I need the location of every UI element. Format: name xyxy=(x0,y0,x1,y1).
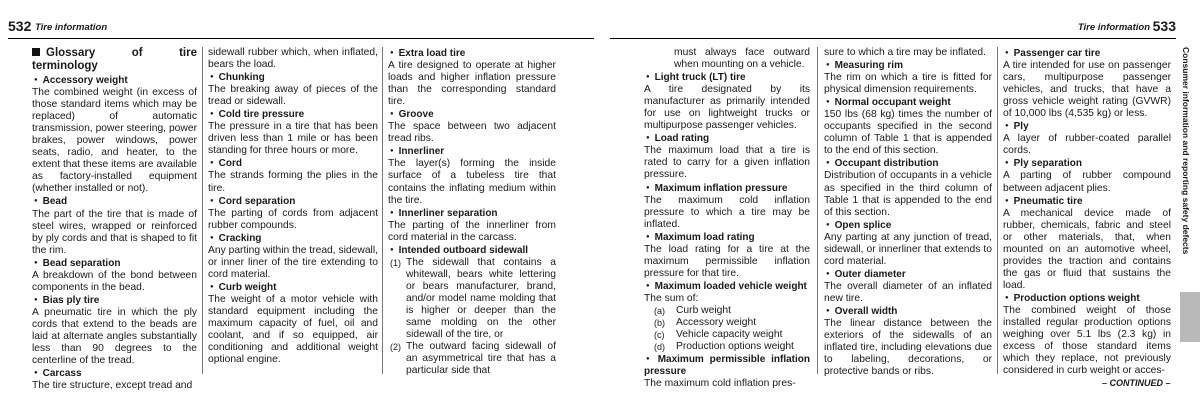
glossary-term: ● Maximum loaded vehicle weight xyxy=(644,280,810,293)
glossary-column-3 xyxy=(388,47,556,377)
glossary-definition: Any parting within the tread, sidewall, or inner liner of the tire extending to cord material. xyxy=(208,244,378,280)
continued-label: – CONTINUED – xyxy=(1102,378,1171,388)
glossary-term: ● Maximum inflation pressure xyxy=(644,182,810,195)
page-header-title: Tire information xyxy=(1077,22,1150,33)
glossary-definition: 150 lbs (68 kg) times the number of occupants specified in the second column of Table 1 that is appended to the end of this section. xyxy=(824,109,992,157)
glossary-definition: The weight of a motor vehicle with standard equipment including the maximum capacity of fuel, oil and coolant, and if so equipped, air conditioning and additional weight optional engine. xyxy=(208,293,378,366)
glossary-term: ● Innerliner separation xyxy=(388,207,556,220)
glossary-term: ● Intended outboard sidewall xyxy=(388,244,556,257)
column-divider xyxy=(202,47,203,374)
list-item xyxy=(388,257,556,341)
glossary-definition: sidewall rubber which, when inflated, bears the load. xyxy=(208,47,378,71)
glossary-definition: A tire designed to operate at higher loads and higher inflation pressure than the corresponding standard tire. xyxy=(388,60,556,108)
glossary-term: ● Maximum permissible inflation pressure xyxy=(644,353,810,378)
list-item-text: Production options weight xyxy=(676,341,794,353)
glossary-term: ● Accessory weight xyxy=(32,74,197,87)
list-item xyxy=(388,341,556,377)
glossary-definition: The parting of the innerliner from cord material in the carcass. xyxy=(388,219,556,243)
page-header-title: Tire information xyxy=(35,22,108,33)
right-page-header xyxy=(610,16,1176,39)
list-item-text: Curb weight xyxy=(676,304,731,316)
glossary-term: ● Measuring rim xyxy=(824,59,992,72)
glossary-definition: The linear distance between the exteriors of the sidewalls of an inflated tire, including elevations due to labeling, decorations, or protective bands or ribs. xyxy=(824,318,992,378)
glossary-term: ● Chunking xyxy=(208,71,378,84)
glossary-definition: The combined weight (in excess of those standard items which may be replaced) of automatic transmission, power steering, power brakes, power windows, power seats, radio, and heater, to the extent that these items are available as factory-installed equipment (whether installed or not). xyxy=(32,87,197,195)
list-item-text: The outward facing sidewall of an asymmetrical tire that has a particular side that xyxy=(406,341,556,377)
glossary-column-2 xyxy=(208,47,378,366)
glossary-term: ● Normal occupant weight xyxy=(824,96,992,109)
glossary-definition: The breaking away of pieces of the tread or sidewall. xyxy=(208,84,378,108)
glossary-column-4 xyxy=(644,47,810,390)
page-number: 533 xyxy=(1152,18,1176,34)
column-divider xyxy=(997,47,998,374)
glossary-column-5 xyxy=(824,47,992,378)
glossary-definition: A tire designated by its manufacturer as primarily intended for use on lightweight trucks or multipurpose passenger vehicles. xyxy=(644,84,810,132)
glossary-definition: A mechanical device made of rubber, chemicals, fabric and steel or other materials, that, when mounted on an automotive wheel, provides the traction and contains the gas or fluid that sustains the load. xyxy=(1003,207,1171,291)
glossary-term: ● Cracking xyxy=(208,232,378,245)
column-divider xyxy=(817,47,818,374)
glossary-definition: A tire intended for use on passenger cars, multipurpose passenger vehicles, and trucks, that have a gross vehicle weight rating (GVWR) of 10,000 lbs (4,535 kg) or less. xyxy=(1003,60,1171,120)
glossary-term: ● Bead separation xyxy=(32,257,197,270)
glossary-definition: The combined weight of those installed regular production options weighing over 5.1 lbs (2.3 kg) in excess of those standard items which they replace, not previously considered in curb weight or acces- xyxy=(1003,304,1171,377)
page-number: 532 xyxy=(8,18,32,34)
glossary-definition: The layer(s) forming the inside surface of a tubeless tire that contains the inflating medium within the tire. xyxy=(388,158,556,206)
glossary-term: ● Carcass xyxy=(32,367,197,380)
left-page-header xyxy=(8,16,594,39)
glossary-term: ● Cord separation xyxy=(208,195,378,208)
glossary-term: ● Occupant distribution xyxy=(824,157,992,170)
glossary-term: ● Curb weight xyxy=(208,281,378,294)
glossary-term: ● Load rating xyxy=(644,132,810,145)
glossary-term: ● Bead xyxy=(32,195,197,208)
list-item-number: (a) xyxy=(654,305,665,316)
glossary-term: ● Ply separation xyxy=(1003,157,1171,170)
glossary-term: ● Ply xyxy=(1003,120,1171,133)
glossary-term: ● Passenger car tire xyxy=(1003,47,1171,60)
glossary-definition: The space between two adjacent tread ribs. xyxy=(388,121,556,145)
section-tab xyxy=(1180,292,1200,342)
glossary-term: ● Pneumatic tire xyxy=(1003,195,1171,208)
list-item-text: Vehicle capacity weight xyxy=(676,329,783,341)
column-divider xyxy=(382,47,383,374)
list-item-number: (c) xyxy=(654,330,665,341)
glossary-term: ● Light truck (LT) tire xyxy=(644,71,810,84)
list-item-number: (b) xyxy=(654,318,665,329)
glossary-term: ● Production options weight xyxy=(1003,292,1171,305)
list-item-text: The sidewall that contains a whitewall, bears white lettering or bears manufacturer, brand, and/or model name molding that is higher or deeper than the same molding on the other sidewall of the tire, or xyxy=(406,256,556,341)
glossary-term: ● Outer diameter xyxy=(824,268,992,281)
glossary-column-1 xyxy=(32,47,197,392)
list-item-number: (d) xyxy=(654,342,665,353)
list-item-text: Accessory weight xyxy=(676,317,757,329)
glossary-definition: The parting of cords from adjacent rubber compounds. xyxy=(208,207,378,231)
list-item xyxy=(644,305,810,317)
glossary-definition: The sum of: xyxy=(644,292,699,304)
glossary-definition: The pressure in a tire that has been driven less than 1 mile or has been standing for three hours or more. xyxy=(208,121,378,157)
square-bullet-icon xyxy=(32,48,40,56)
glossary-definition: The part of the tire that is made of steel wires, wrapped or reinforced by ply cords and that is shaped to fit the rim. xyxy=(32,208,197,256)
glossary-definition: sure to which a tire may be inflated. xyxy=(824,47,986,58)
glossary-term: ● Innerliner xyxy=(388,145,556,158)
section-heading: Glossary of tire terminology xyxy=(32,47,197,72)
glossary-definition: A parting of rubber compound between adjacent plies. xyxy=(1003,170,1171,194)
glossary-definition: The maximum cold inflation pressure to which a tire may be inflated. xyxy=(644,194,810,230)
glossary-term: ● Maximum load rating xyxy=(644,231,810,244)
glossary-definition: The rim on which a tire is fitted for physical dimension requirements. xyxy=(824,72,992,96)
glossary-term: ● Bias ply tire xyxy=(32,294,197,307)
glossary-term: ● Cold tire pressure xyxy=(208,108,378,121)
glossary-definition: Distribution of occupants in a vehicle as specified in the third column of Table 1 that is appended to the end of this section. xyxy=(824,170,992,218)
glossary-term: ● Overall width xyxy=(824,305,992,318)
glossary-definition: The maximum load that a tire is rated to carry for a given inflation pressure. xyxy=(644,145,810,181)
glossary-definition: The strands forming the plies in the tire. xyxy=(208,170,378,194)
continued-text: must always face outward when mounting on a vehicle. xyxy=(674,47,810,71)
list-item xyxy=(644,329,810,341)
section-sidebar-label: Consumer information and reporting safety defects xyxy=(1181,47,1191,255)
glossary-definition: A breakdown of the bond between components in the bead. xyxy=(32,269,197,293)
glossary-column-6 xyxy=(1003,47,1171,377)
glossary-term: ● Extra load tire xyxy=(388,47,556,60)
glossary-term: ● Cord xyxy=(208,157,378,170)
glossary-definition: The load rating for a tire at the maximum permissible inflation pressure for that tire. xyxy=(644,243,810,279)
list-item xyxy=(644,317,810,329)
glossary-definition: A layer of rubber-coated parallel cords. xyxy=(1003,133,1171,157)
glossary-term: ● Open splice xyxy=(824,219,992,232)
glossary-definition: A pneumatic tire in which the ply cords that extend to the beads are laid at alternate angles substantially less than 90 degrees to the centerline of the tread. xyxy=(32,306,197,367)
glossary-definition: Any parting at any junction of tread, sidewall, or innerliner that extends to cord material. xyxy=(824,231,992,267)
list-item xyxy=(644,341,810,353)
glossary-term: ● Groove xyxy=(388,108,556,121)
list-item-number: (2) xyxy=(390,342,401,353)
list-item-number: (1) xyxy=(390,257,401,268)
glossary-definition: The tire structure, except tread and xyxy=(32,380,193,392)
glossary-definition: The maximum cold inflation pres- xyxy=(644,378,796,390)
glossary-definition: The overall diameter of an inflated new tire. xyxy=(824,280,992,304)
